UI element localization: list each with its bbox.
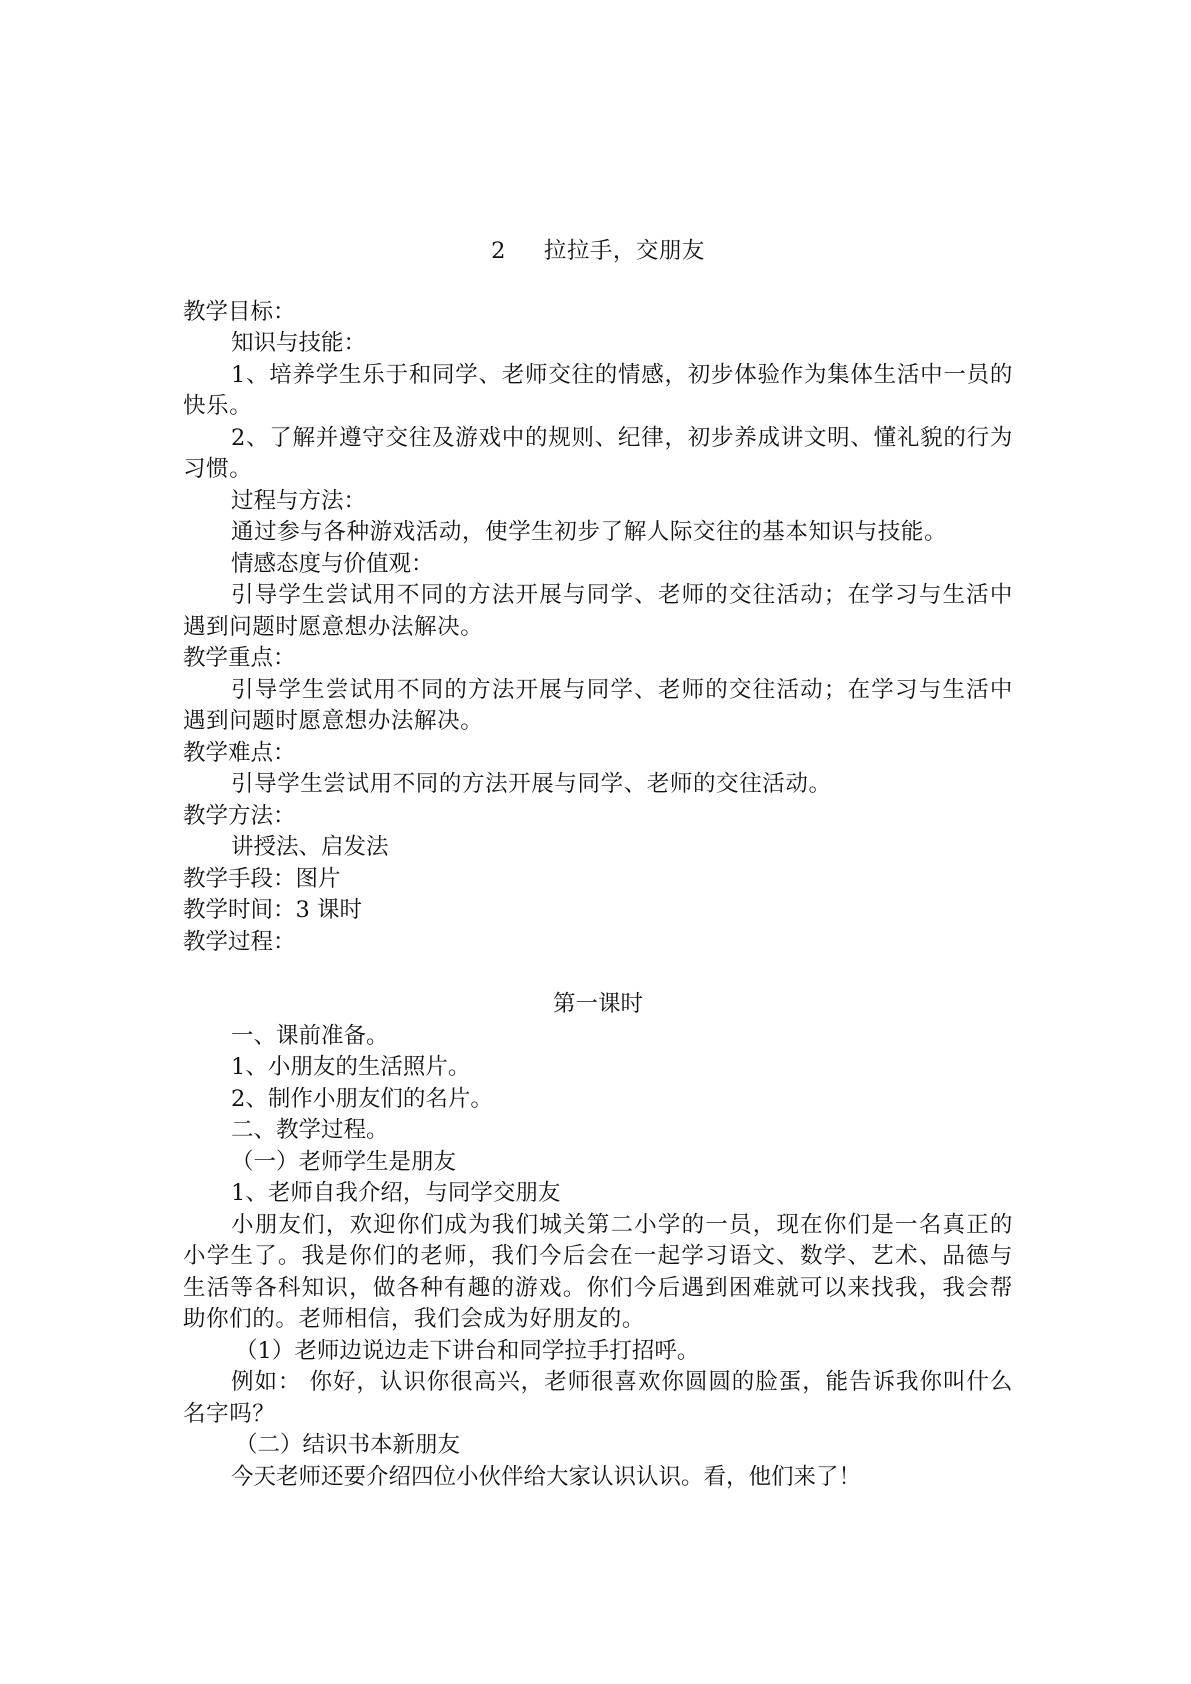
part2-heading: （二）结识书本新朋友 xyxy=(235,1432,461,1458)
page-title xyxy=(183,236,1013,268)
process-text: 通过参与各种游戏活动，使学生初步了解人际交往的基本知识与技能。 xyxy=(231,519,948,545)
title-number: 2 xyxy=(491,238,506,264)
part2-text: 今天老师还要介绍四位小伙伴给大家认识认识。看，他们来了！ xyxy=(231,1463,862,1490)
process-steps-heading: 教学过程： xyxy=(183,928,296,955)
prep-item-1: 1、小朋友的生活照片。 xyxy=(231,1054,471,1080)
knowledge-heading: 知识与技能： xyxy=(231,330,367,356)
emotion-heading: 情感态度与价值观： xyxy=(231,550,434,577)
part1-speech: 小朋友们，欢迎你们成为我们城关第二小学的一员，现在你们是一名真正的小学生了。我是你们的老师，我们今后会在一起学习语文、数学、艺术、品德与生活等各科知识，做各种有趣的游戏。你们今后遇到困难就可以来找我，我会帮助你们的。老师相信，我们会成为好朋友的。 xyxy=(183,1211,1013,1332)
prep-heading: 一、课前准备。 xyxy=(231,1022,389,1049)
goals-heading: 教学目标： xyxy=(183,298,296,325)
prep-item-2: 2、制作小朋友们的名片。 xyxy=(231,1085,493,1112)
part1-step1: 1、老师自我介绍，与同学交朋友 xyxy=(231,1180,561,1206)
means-line: 教学手段：图片 xyxy=(183,865,341,892)
method-text: 讲授法、启发法 xyxy=(231,834,389,860)
document-body xyxy=(183,236,1013,1493)
teaching-heading: 二、教学过程。 xyxy=(231,1117,389,1143)
difficulty-text: 引导学生尝试用不同的方法开展与同学、老师的交往活动。 xyxy=(231,771,832,797)
difficulty-heading: 教学难点： xyxy=(183,739,296,766)
goal-1: 1、培养学生乐于和同学、老师交往的情感，初步体验作为集体生活中一员的快乐。 xyxy=(183,361,1013,419)
goal-2: 2、了解并遵守交往及游戏中的规则、纪律，初步养成讲文明、懂礼貌的行为习惯。 xyxy=(183,424,1013,482)
process-heading: 过程与方法： xyxy=(231,487,367,514)
part1-example: 例如： 你好，认识你很高兴，老师很喜欢你圆圆的脸蛋，能告诉我你叫什么名字吗？ xyxy=(183,1369,1013,1427)
emotion-text: 引导学生尝试用不同的方法开展与同学、老师的交往活动；在学习与生活中遇到问题时愿意想办法解决。 xyxy=(183,582,1013,640)
part1-heading: （一）老师学生是朋友 xyxy=(231,1148,457,1175)
time-line: 教学时间：3 课时 xyxy=(183,897,362,923)
title-text: 拉拉手，交朋友 xyxy=(543,238,705,264)
part1-note: （1）老师边说边走下讲台和同学拉手打招呼。 xyxy=(235,1337,700,1364)
key-heading: 教学重点： xyxy=(183,645,296,671)
method-heading: 教学方法： xyxy=(183,802,296,829)
lesson-heading: 第一课时 xyxy=(552,991,643,1017)
key-text: 引导学生尝试用不同的方法开展与同学、老师的交往活动；在学习与生活中遇到问题时愿意想办法解决。 xyxy=(183,676,1013,734)
